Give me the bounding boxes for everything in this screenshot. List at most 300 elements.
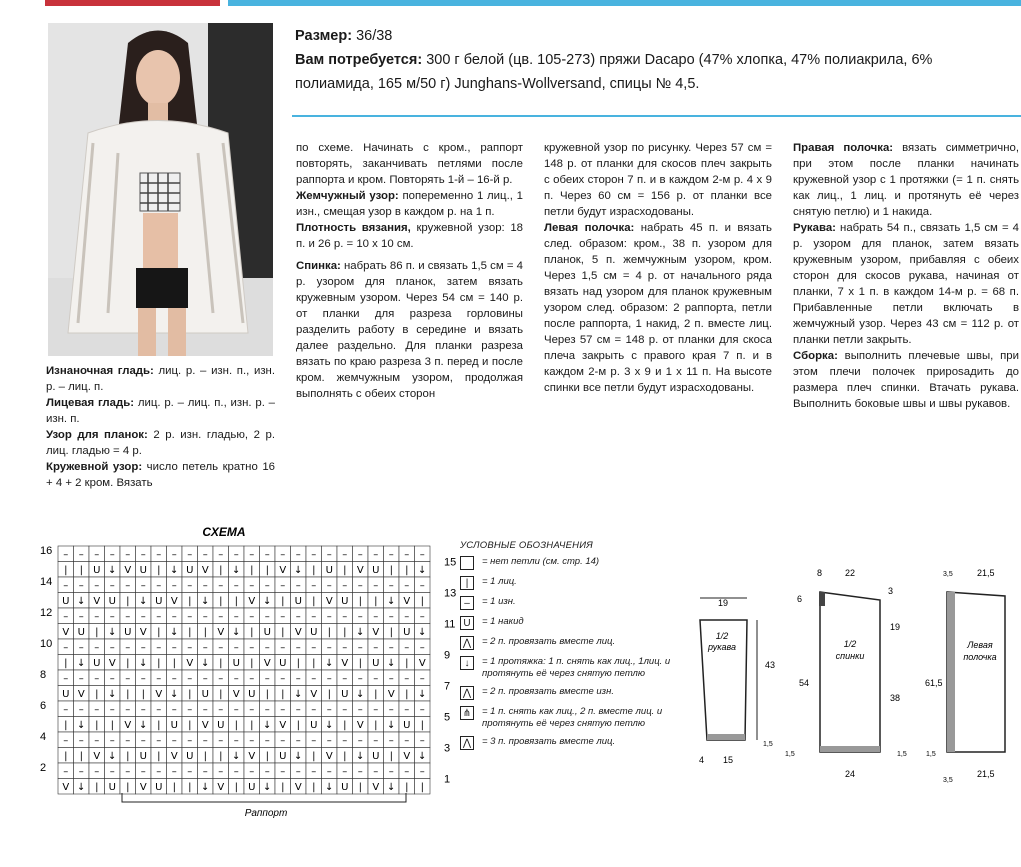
stitch-symbol-icon: –	[264, 642, 270, 654]
stitch-symbol-icon: V	[170, 751, 178, 762]
stitch-symbol-icon: –	[94, 549, 100, 561]
stitch-symbol-icon: U	[108, 596, 116, 607]
stitch-symbol-icon: |	[188, 689, 192, 700]
stitch-symbol-icon: –	[404, 549, 410, 561]
row-number: 11	[444, 618, 456, 631]
stitch-symbol-icon: |	[64, 751, 68, 762]
stitch-symbol-icon: –	[94, 766, 100, 778]
svg-text:19: 19	[717, 598, 729, 608]
stitch-symbol-icon: –	[373, 704, 379, 716]
stitch-symbol-icon: –	[357, 549, 363, 561]
paragraph: Жемчужный узор: попеременно 1 лиц., 1 изн., смещая узор в каждом р. на 1 п.	[296, 190, 523, 218]
stitch-symbol-icon: –	[109, 673, 115, 685]
svg-text:61,5: 61,5	[925, 678, 943, 688]
stitch-symbol-icon: |	[157, 751, 161, 762]
svg-text:1,5: 1,5	[785, 751, 795, 758]
stitch-symbol-icon: –	[156, 766, 162, 778]
stitch-symbol-icon: |	[281, 689, 285, 700]
stitch-symbol-icon: V	[201, 720, 209, 731]
stitch-symbol-icon: V	[186, 658, 194, 669]
stitch-symbol-icon: V	[217, 627, 225, 638]
stitch-symbol-icon: –	[249, 766, 255, 778]
stitch-symbol-icon: ↓	[108, 689, 117, 700]
stitch-symbol-icon: –	[63, 704, 69, 716]
stitch-symbol-icon: |	[95, 627, 99, 638]
stitch-symbol-icon: –	[140, 735, 146, 747]
stitch-symbol-icon: |	[95, 782, 99, 793]
row-number: 9	[444, 649, 451, 662]
stitch-symbol-icon: |	[265, 565, 269, 576]
stitch-symbol-icon: ↓	[108, 565, 117, 576]
stitch-symbol-icon: U	[217, 720, 225, 731]
stitch-symbol-icon: V	[62, 627, 70, 638]
stitch-symbol-icon: |	[265, 751, 269, 762]
legend-title: УСЛОВНЫЕ ОБОЗНАЧЕНИЯ	[460, 540, 593, 551]
svg-text:43: 43	[765, 660, 776, 670]
stitch-symbol-icon: –	[125, 704, 131, 716]
stitch-symbol-icon: V	[341, 658, 349, 669]
stitch-symbol-icon: V	[139, 627, 147, 638]
stitch-symbol-icon: V	[248, 596, 256, 607]
stitch-symbol-icon: –	[125, 673, 131, 685]
stitch-symbol-icon: |	[358, 782, 362, 793]
svg-text:54: 54	[799, 678, 810, 688]
svg-text:15: 15	[723, 755, 734, 765]
stitch-symbol-icon: –	[233, 642, 239, 654]
stitch-symbol-icon: –	[404, 704, 410, 716]
stitch-symbol-icon: |	[95, 720, 99, 731]
stitch-symbol-icon: V	[356, 565, 364, 576]
legend-item	[460, 576, 685, 590]
stitch-symbol-icon: –	[171, 580, 177, 592]
stitch-symbol-icon: –	[280, 766, 286, 778]
stitch-symbol-icon: |	[64, 658, 68, 669]
stitch-symbol-icon: –	[233, 766, 239, 778]
stitch-symbol-icon: V	[155, 689, 163, 700]
stitch-symbol-icon: U	[460, 616, 474, 630]
stitch-symbol-icon: –	[125, 642, 131, 654]
row-number: 12	[40, 607, 53, 619]
row-number: 4	[40, 731, 47, 743]
stitch-symbol-icon: –	[264, 673, 270, 685]
stitch-symbol-icon: ↓	[170, 689, 179, 700]
stitch-symbol-icon: V	[108, 658, 116, 669]
stitch-symbol-icon: V	[139, 782, 147, 793]
stitch-symbol-icon: ↓	[232, 627, 241, 638]
stitch-symbol-icon: –	[140, 642, 146, 654]
stitch-symbol-icon: –	[264, 549, 270, 561]
text-column-3	[544, 140, 772, 396]
stitch-symbol-icon: –	[78, 642, 84, 654]
stitch-symbol-icon: ↓	[325, 782, 334, 793]
stitch-symbol-icon: U	[139, 565, 147, 576]
stitch-symbol-icon: ↓	[139, 596, 148, 607]
stitch-symbol-icon: ↓	[77, 658, 86, 669]
stitch-symbol-icon: –	[233, 611, 239, 623]
stitch-symbol-icon: –	[388, 549, 394, 561]
stitch-symbol-icon: –	[63, 673, 69, 685]
size-line: Размер: 36/38	[295, 28, 393, 44]
stitch-symbol-icon: –	[63, 580, 69, 592]
stitch-symbol-icon: U	[310, 627, 318, 638]
stitch-symbol-icon: V	[232, 689, 240, 700]
stitch-symbol-icon: –	[140, 673, 146, 685]
stitch-symbol-icon: –	[125, 735, 131, 747]
row-number: 8	[40, 669, 47, 681]
stitch-symbol-icon: |	[219, 596, 223, 607]
stitch-symbol-icon: ↓	[263, 782, 272, 793]
stitch-symbol-icon: –	[140, 580, 146, 592]
stitch-symbol-icon: ↓	[294, 689, 303, 700]
stitch-symbol-icon: |	[460, 576, 474, 590]
stitch-symbol-icon: |	[343, 565, 347, 576]
stitch-symbol-icon: –	[460, 596, 474, 610]
text-column-4	[793, 140, 1019, 412]
stitch-symbol-icon: |	[405, 689, 409, 700]
row-number: 6	[40, 700, 47, 712]
stitch-symbol-icon: –	[202, 549, 208, 561]
stitch-symbol-icon: V	[356, 720, 364, 731]
stitch-symbol-icon: –	[264, 735, 270, 747]
row-numbers-left	[40, 545, 52, 774]
legend-item	[460, 596, 685, 610]
stitch-symbol-icon: V	[279, 565, 287, 576]
stitch-symbol-icon: ↓	[294, 565, 303, 576]
stitch-symbol-icon: V	[93, 596, 101, 607]
stitch-symbol-icon: –	[280, 673, 286, 685]
stitch-symbol-icon: |	[250, 658, 254, 669]
stitch-symbol-icon: –	[78, 549, 84, 561]
stitch-symbol-icon: ↓	[418, 565, 427, 576]
stitch-symbol-icon: |	[420, 782, 424, 793]
stitch-symbol-icon: |	[126, 689, 130, 700]
stitch-symbol-icon: |	[110, 720, 114, 731]
legend-text: = 2 п. провязать вместе изн.	[482, 686, 614, 697]
stitch-symbol-icon: U	[279, 658, 287, 669]
stitch-symbol-icon: –	[78, 580, 84, 592]
stitch-symbol-icon: –	[125, 766, 131, 778]
legend-item	[460, 616, 685, 630]
stitch-symbol-icon: U	[186, 565, 194, 576]
stitch-symbol-icon: V	[77, 689, 85, 700]
stitch-symbol-icon: –	[187, 673, 193, 685]
stitch-symbol-icon: |	[389, 565, 393, 576]
stitch-symbol-icon: V	[62, 782, 70, 793]
stitch-symbol-icon: –	[357, 642, 363, 654]
legend-item	[460, 556, 685, 570]
stitch-symbol-icon: |	[64, 720, 68, 731]
row-number: 10	[40, 638, 53, 650]
stitch-symbol-icon: –	[342, 735, 348, 747]
stitch-symbol-icon: |	[234, 596, 238, 607]
stitch-symbol-icon: |	[64, 565, 68, 576]
repeat-bracket	[122, 793, 406, 802]
stitch-symbol-icon: –	[171, 611, 177, 623]
stitch-symbol-icon: –	[373, 735, 379, 747]
stitch-symbol-icon: –	[419, 580, 425, 592]
stitch-symbol-icon: –	[404, 580, 410, 592]
svg-text:1/2: 1/2	[843, 639, 857, 649]
stitch-symbol-icon: |	[389, 751, 393, 762]
stitch-symbol-icon: ⋔	[460, 706, 474, 720]
stitch-symbol-icon: |	[141, 689, 145, 700]
stitch-symbol-icon: –	[94, 642, 100, 654]
stitch-symbol-icon: –	[419, 673, 425, 685]
stitch-symbol-icon: –	[295, 735, 301, 747]
stitch-symbol-icon: U	[372, 565, 380, 576]
legend-text: = 1 лиц.	[482, 576, 517, 587]
stitch-symbol-icon: –	[388, 580, 394, 592]
stitch-symbol-icon: ↓	[418, 627, 427, 638]
stitch-symbol-icon: ↓	[387, 658, 396, 669]
stitch-symbol-icon: ⋀	[460, 636, 474, 650]
text-column-2	[296, 140, 523, 402]
stitch-symbol-icon: V	[124, 565, 132, 576]
stitch-symbol-icon: |	[374, 689, 378, 700]
stitch-symbol-icon: –	[295, 673, 301, 685]
stitch-symbol-icon: U	[232, 658, 240, 669]
chart-title: СХЕМА	[202, 525, 246, 539]
legend-text: = 2 п. провязать вместе лиц.	[482, 636, 616, 647]
stitch-symbol-icon: –	[311, 642, 317, 654]
stitch-symbol-icon: U	[294, 596, 302, 607]
stitch-symbol-icon: ↓	[77, 596, 86, 607]
stitch-symbol-icon: ↓	[263, 596, 272, 607]
stitch-symbol-icon: –	[388, 766, 394, 778]
stitch-symbol-icon: –	[156, 673, 162, 685]
stitch-symbol-icon: |	[172, 782, 176, 793]
stitch-symbol-icon: –	[280, 642, 286, 654]
legend	[460, 540, 685, 756]
stitch-symbol-icon: |	[234, 720, 238, 731]
stitch-symbol-icon: –	[342, 673, 348, 685]
stitch-symbol-icon: ↓	[387, 720, 396, 731]
stitch-symbol-icon: |	[188, 596, 192, 607]
stitch-symbol-icon: –	[78, 611, 84, 623]
stitch-symbol-icon: –	[357, 704, 363, 716]
svg-text:3: 3	[888, 586, 894, 596]
stitch-symbol-icon: –	[326, 642, 332, 654]
row-number: 2	[40, 762, 47, 774]
stitch-symbol-icon: |	[250, 565, 254, 576]
svg-text:1,5: 1,5	[926, 751, 936, 758]
stitch-symbol-icon: |	[219, 689, 223, 700]
stitch-symbol-icon: |	[312, 782, 316, 793]
stitch-symbol-icon: –	[264, 580, 270, 592]
stitch-symbol-icon: –	[156, 580, 162, 592]
stitch-symbol-icon: –	[171, 642, 177, 654]
stitch-symbol-icon: –	[218, 611, 224, 623]
stitch-symbol-icon: –	[326, 766, 332, 778]
stitch-symbol-icon: U	[325, 565, 333, 576]
stitch-symbol-icon: U	[403, 720, 411, 731]
row-number: 3	[444, 742, 451, 755]
stitch-symbol-icon: |	[420, 720, 424, 731]
stitch-symbol-icon: –	[295, 611, 301, 623]
stitch-symbol-icon: U	[372, 658, 380, 669]
stitch-symbol-icon: ↓	[170, 565, 179, 576]
stitch-symbol-icon: –	[388, 704, 394, 716]
paragraph: Рукава: набрать 54 п., связать 1,5 см = 4 р. узором для планок, затем вязать кружевным узором, прибавляя с обеих сторон для скосов рукава, начиная от планки, 7 х 1 п. в каждом 14-м р. = 68 п. Прибавленные петли включать в жемчужный узор. Через 43 см = 112 р. от планки петли закрыть.	[793, 222, 1019, 346]
svg-text:1,5: 1,5	[763, 741, 773, 748]
stitch-symbol-icon: ↓	[387, 596, 396, 607]
stitch-symbol-icon: –	[218, 580, 224, 592]
row-number: 15	[444, 556, 456, 569]
stitch-symbol-icon: –	[249, 704, 255, 716]
stitch-symbol-icon: –	[109, 611, 115, 623]
stitch-symbol-icon: |	[172, 658, 176, 669]
stitch-symbol-icon: |	[219, 658, 223, 669]
stitch-symbol-icon: ↓	[294, 751, 303, 762]
stitch-symbol-icon: –	[202, 766, 208, 778]
svg-text:38: 38	[890, 693, 901, 703]
stitch-symbol-icon: –	[342, 611, 348, 623]
stitch-symbol-icon: |	[343, 720, 347, 731]
stitch-symbol-icon: |	[281, 627, 285, 638]
stitch-symbol-icon: –	[419, 549, 425, 561]
stitch-symbol-icon: ↓	[356, 689, 365, 700]
svg-text:полочка: полочка	[963, 652, 997, 662]
stitch-symbol-icon: –	[342, 766, 348, 778]
stitch-symbol-icon: ↓	[460, 656, 474, 670]
stitch-symbol-icon: U	[93, 658, 101, 669]
stitch-symbol-icon: –	[125, 611, 131, 623]
stitch-symbol-icon: |	[312, 596, 316, 607]
stitch-symbol-icon: U	[124, 627, 132, 638]
stitch-symbol-icon: –	[342, 580, 348, 592]
legend-text: = нет петли (см. стр. 14)	[482, 556, 600, 567]
repeat-label: Раппорт	[244, 808, 288, 819]
stitch-symbol-icon: |	[374, 596, 378, 607]
stitch-symbol-icon: –	[156, 549, 162, 561]
text-column-1	[46, 363, 275, 491]
paragraph: Изнаночная гладь: лиц. р. – изн. п., изн. р. – лиц. п.	[46, 365, 275, 393]
stitch-symbol-icon: –	[311, 549, 317, 561]
materials-line: Вам потребуется: 300 г белой (цв. 105-273) пряжи Dacapo (47% хлопка, 47% полиакрила, 6% полиамида, 165 м/50 г) Junghans-Wollversand, спицы № 4,5.	[295, 52, 933, 92]
stitch-symbol-icon: –	[357, 766, 363, 778]
stitch-symbol-icon: –	[419, 611, 425, 623]
knitting-chart	[36, 518, 456, 838]
legend-item	[460, 686, 685, 700]
stitch-symbol-icon: |	[79, 565, 83, 576]
stitch-symbol-icon: –	[63, 611, 69, 623]
legend-text: = 1 изн.	[482, 596, 516, 607]
stitch-symbol-icon: ↓	[201, 782, 210, 793]
svg-text:1,5: 1,5	[897, 751, 907, 758]
stitch-symbol-icon: ↓	[232, 565, 241, 576]
stitch-symbol-icon: |	[296, 720, 300, 731]
stitch-symbol-icon: –	[140, 766, 146, 778]
stitch-symbol-icon: V	[325, 596, 333, 607]
stitch-symbol-icon: –	[233, 673, 239, 685]
stitch-symbol-icon: |	[126, 751, 130, 762]
stitch-symbol-icon: –	[388, 642, 394, 654]
stitch-symbol-icon: |	[157, 627, 161, 638]
stitch-symbol-icon: –	[357, 673, 363, 685]
stitch-symbol-icon: ↓	[263, 720, 272, 731]
stitch-symbol-icon: |	[188, 720, 192, 731]
row-number: 16	[40, 545, 53, 557]
stitch-symbol-icon: –	[373, 642, 379, 654]
stitch-symbol-icon: –	[156, 704, 162, 716]
stitch-symbol-icon: –	[388, 611, 394, 623]
svg-text:спинки: спинки	[835, 651, 865, 661]
stitch-symbol-icon: –	[249, 673, 255, 685]
stitch-symbol-icon: –	[342, 642, 348, 654]
stitch-symbol-icon: |	[420, 596, 424, 607]
stitch-symbol-icon: –	[326, 580, 332, 592]
stitch-symbol-icon: ↓	[108, 751, 117, 762]
stitch-symbol-icon: –	[342, 704, 348, 716]
stitch-symbol-icon: |	[219, 565, 223, 576]
stitch-symbol-icon: |	[188, 782, 192, 793]
stitch-symbol-icon: |	[95, 689, 99, 700]
stitch-symbol-icon: –	[357, 611, 363, 623]
legend-text: = 3 п. провязать вместе лиц.	[482, 736, 616, 747]
stitch-symbol-icon: –	[63, 735, 69, 747]
top-accent-red	[45, 0, 220, 6]
stitch-symbol-icon: |	[265, 689, 269, 700]
stitch-symbol-icon: –	[94, 673, 100, 685]
paragraph: Плотность вязания, кружевной узор: 18 п. и 26 р. = 10 х 10 см.	[296, 222, 523, 250]
row-number: 13	[444, 587, 456, 600]
stitch-symbol-icon: –	[295, 766, 301, 778]
stitch-symbol-icon: U	[170, 720, 178, 731]
stitch-symbol-icon: –	[94, 580, 100, 592]
front-schematic	[925, 568, 1005, 784]
paragraph: Сборка: выполнить плечевые швы, при этом плечи полочек приposадить до размера плеч спинки. Втачать рукава. Выполнить боковые швы и швы рукавов.	[793, 350, 1019, 410]
stitch-symbol-icon: ↓	[201, 596, 210, 607]
stitch-symbol-icon: –	[357, 580, 363, 592]
stitch-symbol-icon: V	[279, 720, 287, 731]
stitch-symbol-icon: V	[372, 627, 380, 638]
svg-text:1/2: 1/2	[715, 631, 729, 641]
stitch-symbol-icon: –	[373, 611, 379, 623]
stitch-symbol-icon: –	[388, 735, 394, 747]
stitch-symbol-icon: –	[78, 673, 84, 685]
svg-text:22: 22	[844, 568, 856, 578]
stitch-symbol-icon: ↓	[325, 658, 334, 669]
stitch-symbol-icon: –	[311, 611, 317, 623]
legend-text: = 1 п. снять как лиц., 2 п. вместе лиц. и протянуть её через снятую петлю	[482, 706, 663, 729]
stitch-symbol-icon: –	[156, 642, 162, 654]
stitch-symbol-icon: –	[404, 611, 410, 623]
stitch-symbol-icon: –	[326, 704, 332, 716]
paragraph: Левая полочка: набрать 45 п. и вязать след. образом: кром., 38 п. узором для планок, 5 п. жемчужным узором, кром. Через 1,5 см = 4 р. от начального ряда вязать над узором для планок кружевным узором след. образом: 2 раппорта, петли после раппорта, 1 накид, 2 п. вместе лиц. Через 57 см = 148 р. от планки для скоса плеча закрыть с правого края 7 п. и в каждом 2-м р. 3 х 9 и 1 х 11 п. На высоте спинки все петли будут израсходованы.	[544, 222, 772, 394]
stitch-symbol-icon: –	[156, 611, 162, 623]
stitch-symbol-icon: –	[218, 549, 224, 561]
svg-text:24: 24	[844, 769, 856, 779]
stitch-symbol-icon: –	[63, 766, 69, 778]
stitch-symbol-icon: –	[63, 549, 69, 561]
stitch-symbol-icon: U	[248, 782, 256, 793]
stitch-symbol-icon: V	[294, 782, 302, 793]
legend-text: = 1 протяжка: 1 п. снять как лиц., 1лиц. и протянуть её через снятую петлю	[482, 656, 671, 679]
top-accent-blue	[228, 0, 1021, 6]
stitch-symbol-icon: –	[187, 735, 193, 747]
stitch-symbol-icon: ↓	[387, 782, 396, 793]
stitch-symbol-icon: V	[170, 596, 178, 607]
stitch-symbol-icon: –	[326, 549, 332, 561]
stitch-symbol-icon: –	[264, 611, 270, 623]
stitch-symbol-icon: U	[263, 627, 271, 638]
chart-grid	[58, 546, 430, 794]
legend-item	[460, 706, 685, 730]
stitch-symbol-icon: –	[171, 766, 177, 778]
stitch-symbol-icon: |	[358, 658, 362, 669]
stitch-symbol-icon: |	[219, 751, 223, 762]
stitch-symbol-icon: |	[389, 627, 393, 638]
